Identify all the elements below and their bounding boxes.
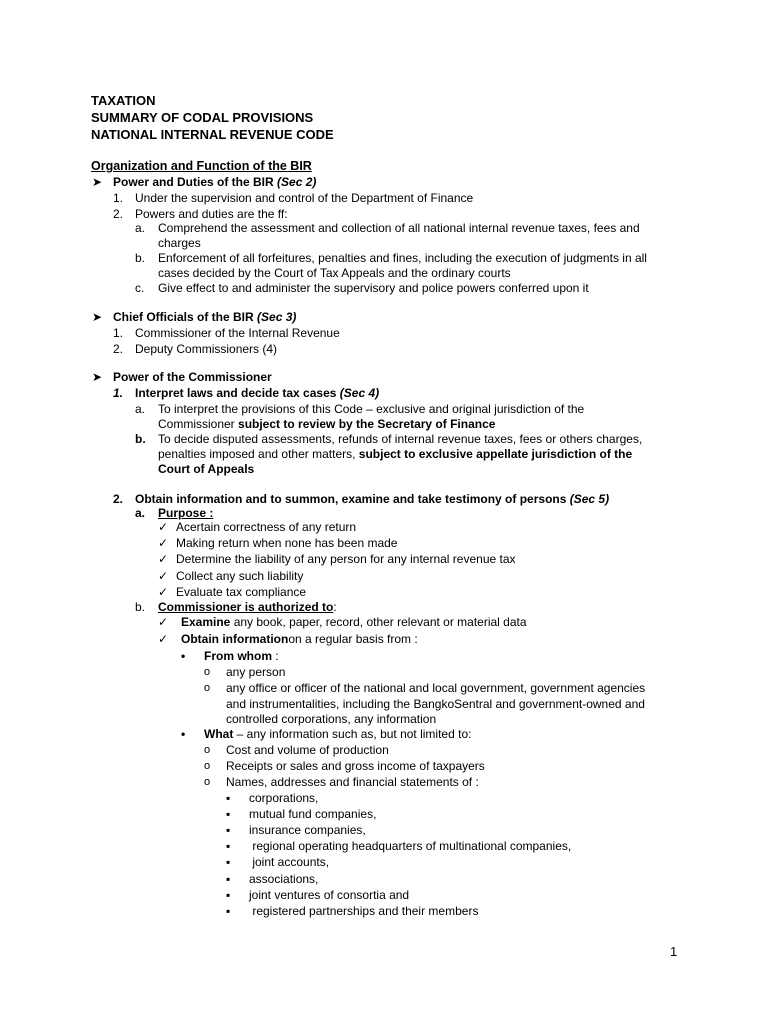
- square-bullet-icon: ▪: [226, 855, 231, 869]
- circle-icon: o: [204, 682, 211, 694]
- list-item: Give effect to and administer the supervisory and police powers conferred upon it: [158, 281, 589, 295]
- text-run: Commissioner: [158, 417, 239, 431]
- bold-run: Obtain information: [181, 632, 289, 646]
- sec-ref: (Sec 2): [277, 175, 317, 189]
- list-item: Collect any such liability: [176, 569, 304, 583]
- list-item: Enforcement of all forfeitures, penalties and fines, including the execution of judgments in all: [158, 251, 647, 265]
- bold-run: Examine: [181, 615, 231, 629]
- bullet-icon: •: [181, 649, 186, 663]
- list-item: any person: [226, 665, 286, 679]
- square-bullet-icon: ▪: [226, 904, 231, 918]
- chief-officials-heading: [113, 309, 296, 325]
- doc-title-taxation: TAXATION: [91, 93, 156, 108]
- bold-run: subject to exclusive appellate jurisdiction of the: [358, 447, 633, 461]
- square-bullet-icon: ▪: [226, 807, 231, 821]
- bold-run: subject to review by the Secretary of Finance: [238, 417, 496, 431]
- list-item: regional operating headquarters of multinational companies,: [249, 839, 572, 853]
- sec-ref: (Sec 4): [339, 386, 380, 400]
- list-item: Deputy Commissioners (4): [135, 342, 278, 356]
- purpose-label: Purpose :: [158, 506, 214, 520]
- section-heading: Organization and Function of the BIR: [91, 159, 312, 173]
- list-letter: a.: [135, 506, 146, 520]
- square-bullet-icon: ▪: [226, 839, 231, 853]
- square-bullet-icon: ▪: [226, 791, 231, 805]
- list-item: registered partnerships and their members: [249, 904, 479, 918]
- circle-icon: o: [204, 666, 211, 678]
- list-number: 2.: [113, 207, 124, 221]
- check-icon: ✓: [158, 615, 169, 629]
- list-number: 2.: [113, 492, 124, 506]
- list-item: Under the supervision and control of the Department of Finance: [135, 191, 474, 205]
- arrow-bullet: ➤: [92, 175, 103, 189]
- arrow-bullet: ➤: [92, 310, 103, 324]
- list-number: 1.: [113, 326, 124, 340]
- auth-label: Commissioner is authorized to: [158, 600, 334, 614]
- list-number: 2.: [113, 342, 124, 356]
- circle-icon: o: [204, 776, 211, 788]
- list-item: mutual fund companies,: [249, 807, 377, 821]
- check-icon: ✓: [158, 569, 169, 583]
- list-item: corporations,: [249, 791, 319, 805]
- list-letter: b.: [135, 600, 146, 614]
- list-item: [181, 614, 527, 630]
- list-item-cont: charges: [158, 236, 201, 250]
- list-item: joint ventures of consortia and: [249, 888, 410, 902]
- sec-ref: (Sec 5): [569, 492, 610, 506]
- list-item: Commissioner of the Internal Revenue: [135, 326, 340, 340]
- list-item-cont: Court of Appeals: [158, 462, 255, 476]
- list-item: Evaluate tax compliance: [176, 585, 307, 599]
- list-item: Determine the liability of any person for any internal revenue tax: [176, 552, 516, 566]
- text-run: penalties imposed and other matters,: [158, 447, 359, 461]
- arrow-bullet: ➤: [92, 370, 103, 384]
- list-item-cont: cases decided by the Court of Tax Appeals and the ordinary courts: [158, 266, 511, 280]
- bullet-icon: •: [181, 727, 186, 741]
- list-item: Receipts or sales and gross income of taxpayers: [226, 759, 485, 773]
- square-bullet-icon: ▪: [226, 888, 231, 902]
- list-item: joint accounts,: [249, 855, 330, 869]
- list-item-cont: [158, 416, 495, 432]
- chief-officials-title: Chief Officials of the BIR: [113, 310, 258, 324]
- commissioner-heading: Power of the Commissioner: [113, 370, 272, 384]
- doc-title-summary: SUMMARY OF CODAL PROVISIONS: [91, 110, 314, 125]
- list-item: To interpret the provisions of this Code – exclusive and original jurisdiction of the: [158, 402, 585, 416]
- list-item: [204, 726, 471, 742]
- list-item-cont: [158, 446, 632, 462]
- list-item: To decide disputed assessments, refunds of internal revenue taxes, fees or others charges,: [158, 432, 643, 446]
- list-item: Making return when none has been made: [176, 536, 398, 550]
- list-letter: a.: [135, 221, 146, 235]
- interpret-heading: [135, 385, 379, 401]
- power-duties-title: Power and Duties of the BIR: [113, 175, 278, 189]
- list-number: 1.: [113, 386, 124, 400]
- check-icon: ✓: [158, 536, 169, 550]
- bold-run: What: [204, 727, 234, 741]
- page-number: 1: [670, 944, 678, 959]
- list-item-cont: and instrumentalities, including the BangkoSentral and government-owned and: [226, 697, 645, 711]
- check-icon: ✓: [158, 552, 169, 566]
- list-item: [204, 648, 279, 664]
- list-item: Cost and volume of production: [226, 743, 389, 757]
- text-run: – any information such as, but not limited to:: [233, 727, 472, 741]
- check-icon: ✓: [158, 520, 169, 534]
- square-bullet-icon: ▪: [226, 823, 231, 837]
- bold-run: From whom: [204, 649, 272, 663]
- list-letter: b.: [135, 251, 146, 265]
- text-run: any book, paper, record, other relevant or material data: [230, 615, 527, 629]
- list-item: Names, addresses and financial statements of :: [226, 775, 479, 789]
- list-item: Comprehend the assessment and collection of all national internal revenue taxes, fees and: [158, 221, 640, 235]
- interpret-title: Interpret laws and decide tax cases: [135, 386, 340, 400]
- list-item: [181, 631, 418, 647]
- list-item: associations,: [249, 872, 319, 886]
- circle-icon: o: [204, 744, 211, 756]
- auth-heading: [158, 599, 337, 615]
- sec-ref: (Sec 3): [257, 310, 297, 324]
- doc-title-nirc: NATIONAL INTERNAL REVENUE CODE: [91, 127, 334, 142]
- square-bullet-icon: ▪: [226, 872, 231, 886]
- text-run: :: [333, 600, 337, 614]
- list-letter: c.: [135, 281, 145, 295]
- power-duties-heading: [113, 174, 316, 190]
- check-icon: ✓: [158, 632, 169, 646]
- list-item: any office or officer of the national and local government, government agencies: [226, 681, 646, 695]
- list-letter: b.: [135, 432, 146, 446]
- check-icon: ✓: [158, 585, 169, 599]
- list-number: 1.: [113, 191, 124, 205]
- list-item: insurance companies,: [249, 823, 366, 837]
- list-item-cont: controlled corporations, any information: [226, 712, 437, 726]
- text-run: on a regular basis from :: [288, 632, 418, 646]
- obtain-title: Obtain information and to summon, examine and take testimony of persons: [135, 492, 570, 506]
- circle-icon: o: [204, 760, 211, 772]
- list-item: Acertain correctness of any return: [176, 520, 357, 534]
- list-letter: a.: [135, 402, 146, 416]
- text-run: :: [272, 649, 279, 663]
- list-item: Powers and duties are the ff:: [135, 207, 288, 221]
